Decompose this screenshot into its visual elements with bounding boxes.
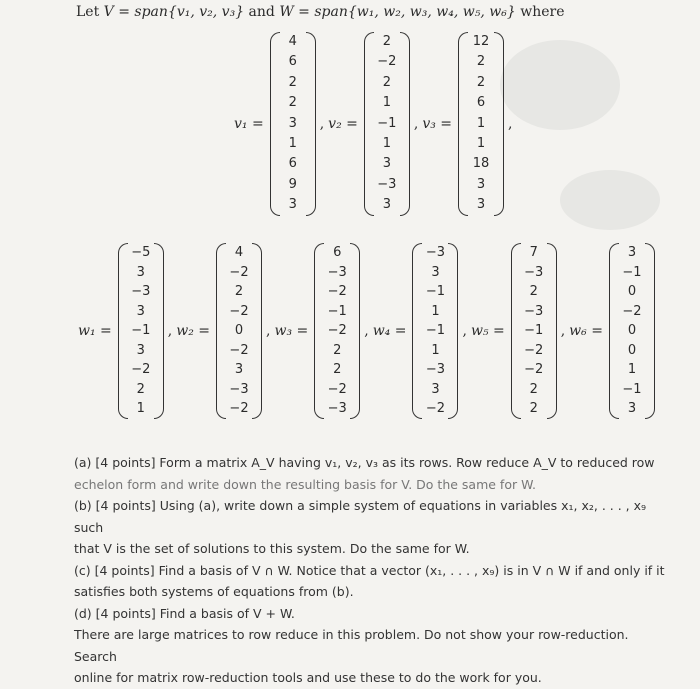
part-a-line-1: (a) [4 points] Form a matrix A_V having v₁, v₂, v₃ as its rows. Row reduce A_V to reduced row: [74, 455, 655, 470]
v-label-2: v₂ =: [328, 115, 358, 132]
w-column-vector-4: [412, 243, 458, 419]
vector-entry: 12: [472, 34, 490, 49]
left-bracket: [270, 32, 280, 216]
vector-entry: 3: [288, 197, 297, 213]
vector-entry: 7: [529, 245, 538, 260]
vector-entry: 3: [382, 197, 391, 213]
v-column-vector-3: [458, 32, 504, 216]
vector-entry: 2: [136, 381, 145, 397]
w-column-vector-1: [118, 243, 164, 419]
vector-entry: 1: [382, 95, 391, 111]
left-bracket: [458, 32, 468, 216]
vector-entry: 2: [288, 74, 297, 90]
vector-entry: 2: [234, 284, 244, 299]
right-bracket: [350, 243, 360, 419]
vector-entries: [468, 32, 494, 216]
vector-entry: 4: [234, 245, 244, 260]
v-label-3: v₃ =: [422, 115, 453, 132]
problem-intro: [76, 4, 564, 20]
vector-entry: 2: [382, 34, 391, 49]
part-b-line-1: (b) [4 points] Using (a), write down a simple system of equations in variables x₁, x₂, . . . , x₉ such: [74, 498, 647, 535]
w-column-vector-6: [609, 243, 655, 419]
vector-entry: 1: [627, 362, 637, 377]
vector-entry: −2: [524, 342, 544, 358]
vector-separator: ,: [560, 322, 566, 339]
vector-entry: 2: [529, 284, 538, 299]
note-line-1: There are large matrices to row reduce in this problem. Do not show your row-reduction. Search: [74, 627, 629, 664]
vector-entry: −3: [327, 264, 347, 280]
intro-prefix: Let: [76, 4, 104, 20]
vector-entry: 3: [288, 115, 297, 131]
vector-entry: 1: [476, 135, 486, 151]
vector-entry: −1: [622, 381, 642, 397]
vector-entry: 2: [333, 362, 342, 377]
vector-entry: 3: [431, 264, 440, 280]
vector-entries: [521, 243, 547, 419]
vector-entry: −2: [229, 264, 249, 280]
vector-entry: 9: [288, 176, 297, 192]
w-column-vector-5: [511, 243, 557, 419]
vector-entry: 2: [288, 95, 297, 111]
vector-entry: 3: [382, 156, 391, 172]
vector-entry: −3: [131, 284, 151, 299]
vector-entry: −1: [425, 284, 446, 299]
vector-entry: 1: [431, 342, 440, 358]
vector-entry: −3: [524, 303, 544, 319]
vector-entry: 2: [476, 74, 486, 90]
vector-entries: [280, 32, 306, 216]
right-bracket: [645, 243, 655, 419]
part-a-line-2: echelon form and write down the resulting basis for V. Do the same for W.: [74, 476, 536, 492]
vector-entries: [374, 32, 400, 216]
vector-entry: −2: [377, 54, 397, 70]
part-c-line-1: (c) [4 points] Find a basis of V ∩ W. Notice that a vector (x₁, . . . , x₉) is in V ∩ W if and only if it: [74, 562, 665, 578]
vector-entry: −2: [622, 303, 642, 319]
left-bracket: [314, 243, 324, 419]
vector-entry: 1: [476, 115, 486, 131]
w-label-4: w₄ =: [372, 322, 407, 339]
vector-entry: 2: [382, 74, 391, 90]
intro-w-definition: W = span{w₁, w₂, w₃, w₄, w₅, w₆}: [279, 4, 516, 20]
vector-entry: 1: [382, 135, 391, 151]
intro-v-definition: V = span{v₁, v₂, v₃}: [103, 4, 245, 20]
vector-entry: 0: [627, 323, 637, 338]
part-b-line-2: that V is the set of solutions to this system. Do the same for W.: [74, 541, 470, 556]
vector-entry: 6: [476, 95, 486, 111]
vector-entry: 0: [234, 323, 244, 338]
vector-entry: 2: [333, 342, 342, 358]
vector-entry: −2: [229, 303, 249, 319]
vector-entry: 4: [288, 34, 297, 49]
left-bracket: [118, 243, 128, 419]
w-label-3: w₃ =: [274, 322, 309, 339]
vector-entry: 2: [476, 54, 486, 70]
right-bracket: [400, 32, 410, 216]
part-c-line-2: satisfies both systems of equations from (b).: [74, 584, 354, 599]
vector-entry: −1: [425, 323, 446, 338]
vector-separator: ,: [508, 115, 513, 132]
right-bracket: [494, 32, 504, 216]
w-label-6: w₆ =: [569, 322, 603, 339]
vector-entry: −2: [229, 401, 249, 416]
paper-smudge: [560, 170, 660, 230]
vector-entry: −5: [131, 245, 151, 260]
w-label-5: w₅ =: [470, 322, 505, 339]
vector-entry: −2: [425, 401, 446, 416]
vector-entry: −3: [425, 245, 446, 260]
vector-separator: ,: [167, 322, 173, 339]
vector-entry: 3: [476, 197, 486, 213]
right-bracket: [252, 243, 262, 419]
problem-parts: [74, 452, 674, 689]
vector-entries: [324, 243, 350, 419]
vector-entry: −2: [524, 362, 544, 377]
vector-entries: [128, 243, 154, 419]
vector-entry: 2: [529, 401, 538, 416]
vector-entries: [619, 243, 645, 419]
vector-entry: 1: [136, 401, 145, 416]
vector-entry: −1: [377, 115, 397, 131]
vector-entry: 0: [627, 342, 637, 358]
vector-entry: 2: [529, 381, 538, 397]
vector-separator: ,: [413, 115, 419, 132]
vector-entry: −1: [524, 323, 544, 338]
vector-entry: 1: [288, 135, 297, 151]
vector-separator: ,: [319, 115, 325, 132]
vector-entry: 3: [627, 401, 637, 416]
vector-entry: 3: [136, 303, 145, 319]
right-bracket: [448, 243, 458, 419]
vector-entry: −3: [229, 381, 249, 397]
vector-entry: 3: [431, 381, 440, 397]
vector-entries: [226, 243, 252, 419]
left-bracket: [216, 243, 226, 419]
vector-entry: 3: [476, 176, 486, 192]
vector-entry: −2: [327, 381, 347, 397]
v-vectors-row: [230, 32, 512, 216]
vector-entry: 1: [431, 303, 440, 319]
w-column-vector-2: [216, 243, 262, 419]
v-label-1: v₁ =: [234, 115, 264, 132]
intro-and: and: [244, 4, 280, 20]
vector-entry: 6: [288, 156, 297, 172]
vector-entry: 3: [627, 245, 637, 260]
vector-entry: 6: [333, 245, 342, 260]
vector-entry: −1: [327, 303, 347, 319]
vector-entry: −3: [425, 362, 446, 377]
vector-entries: [422, 243, 448, 419]
part-d-line-1: (d) [4 points] Find a basis of V + W.: [74, 605, 295, 621]
left-bracket: [412, 243, 422, 419]
vector-entry: −3: [327, 401, 347, 416]
vector-separator: ,: [266, 322, 271, 339]
w-label-1: w₁ =: [78, 322, 112, 339]
vector-entry: −1: [131, 323, 151, 338]
vector-entry: 3: [136, 264, 145, 280]
left-bracket: [609, 243, 619, 419]
vector-entry: −2: [229, 342, 249, 358]
vector-separator: ,: [462, 322, 467, 339]
v-column-vector-1: [270, 32, 316, 216]
vector-entry: 3: [234, 362, 244, 377]
paper-smudge: [500, 40, 620, 130]
vector-separator: ,: [364, 322, 369, 339]
vector-entry: −1: [622, 264, 642, 280]
intro-suffix: where: [515, 4, 565, 20]
vector-entry: −2: [131, 362, 151, 377]
vector-entry: 3: [136, 342, 145, 358]
right-bracket: [154, 243, 164, 419]
vector-entry: 0: [627, 284, 637, 299]
v-column-vector-2: [364, 32, 410, 216]
vector-entry: −2: [327, 323, 347, 338]
vector-entry: −2: [327, 284, 347, 299]
vector-entry: 6: [288, 54, 297, 70]
left-bracket: [511, 243, 521, 419]
vector-entry: 18: [472, 156, 490, 172]
note-line-2: online for matrix row-reduction tools and use these to do the work for you.: [74, 670, 542, 685]
right-bracket: [306, 32, 316, 216]
vector-entry: −3: [377, 176, 397, 192]
vector-entry: −3: [524, 264, 544, 280]
left-bracket: [364, 32, 374, 216]
w-column-vector-3: [314, 243, 360, 419]
right-bracket: [547, 243, 557, 419]
w-vectors-row: [74, 243, 659, 419]
w-label-2: w₂ =: [176, 322, 211, 339]
